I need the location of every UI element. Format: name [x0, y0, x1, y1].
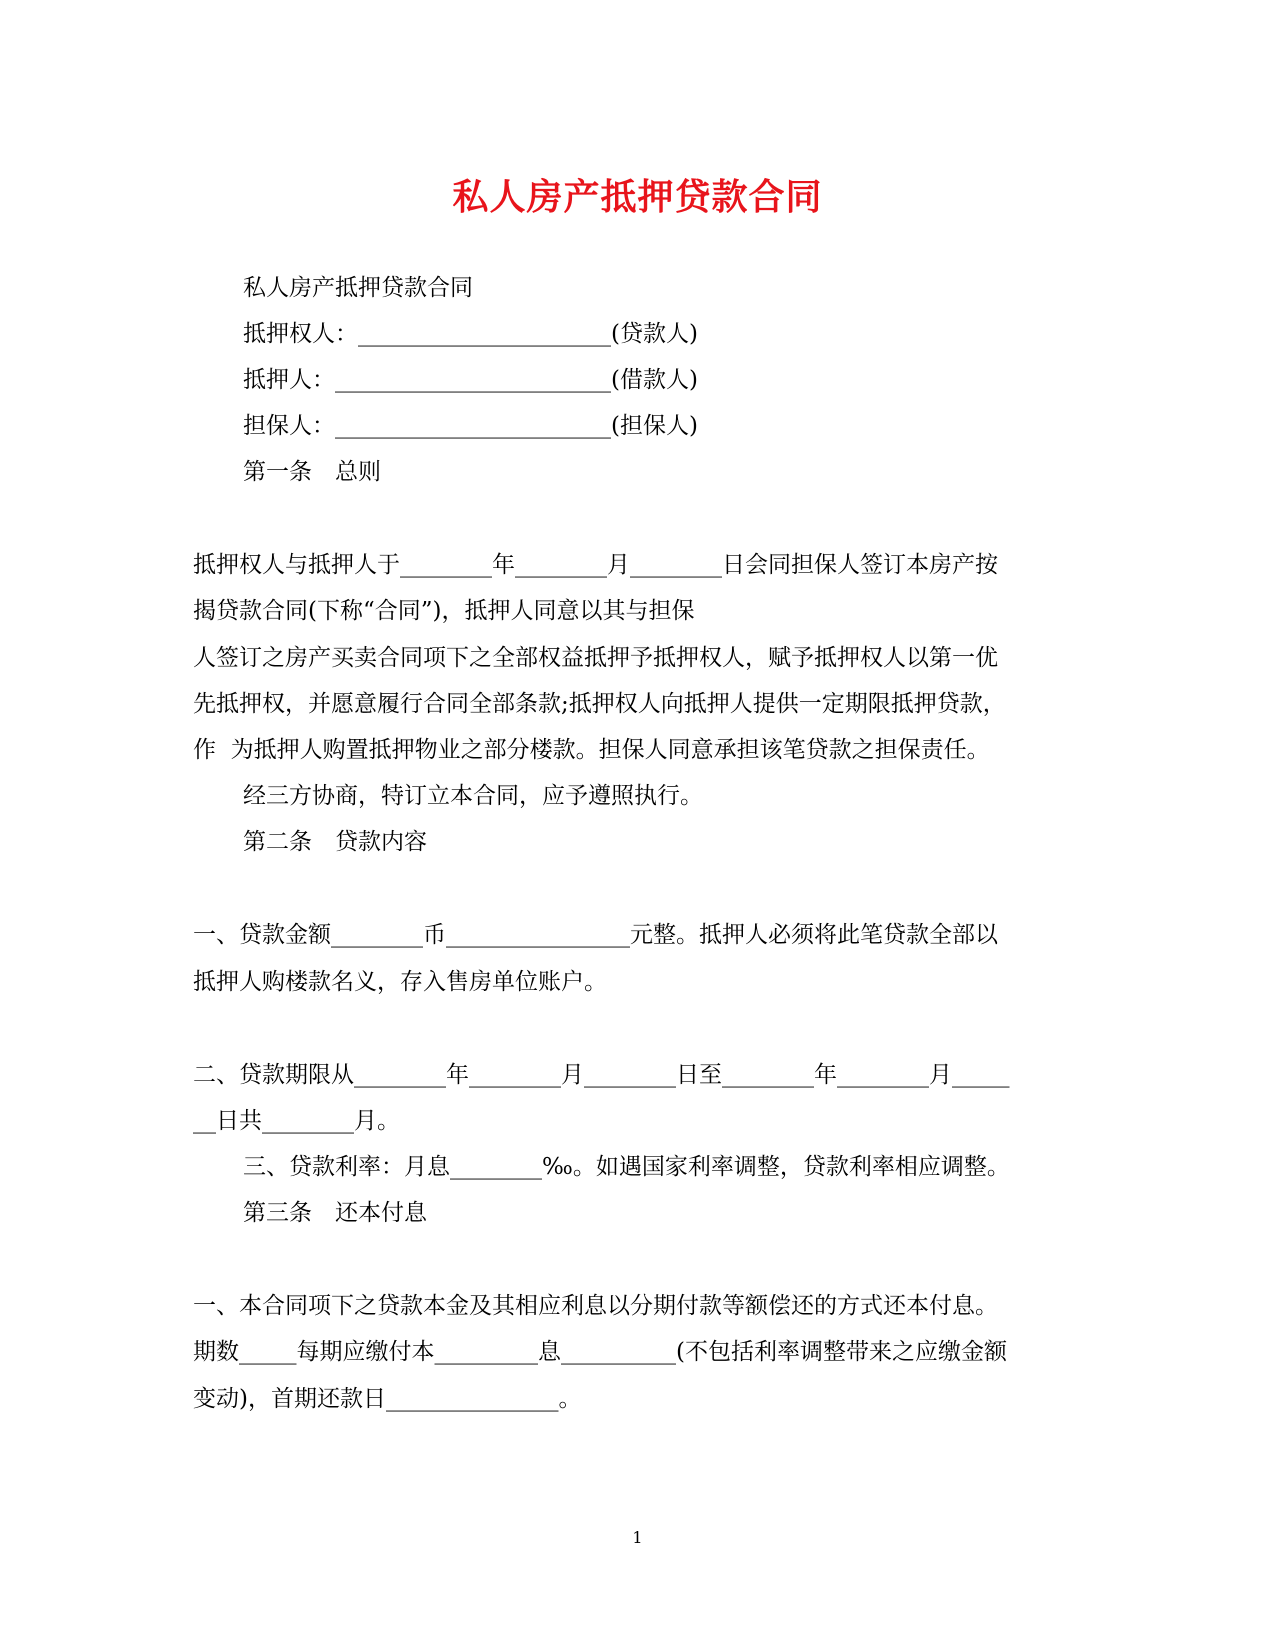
mortgagor-line: 抵押人：________________________(借款人): [243, 367, 698, 393]
loan-term-line: 二、贷款期限从________年________月________日至________年________月_____: [193, 1062, 1010, 1088]
guarantor-line: 担保人：________________________(担保人): [243, 413, 698, 439]
article-1-text-line: 人签订之房产买卖合同项下之全部权益抵押予抵押权人，赋予抵押权人以第一优: [193, 645, 998, 671]
contract-heading: 私人房产抵押贷款合同: [243, 275, 473, 301]
article-2-heading: 第二条 贷款内容: [243, 829, 427, 855]
article-1-text-line: 揭贷款合同(下称“合同”)，抵押人同意以其与担保: [193, 598, 695, 624]
interest-rate-line: 三、贷款利率：月息________‰。如遇国家利率调整，贷款利率相应调整。: [243, 1154, 1010, 1180]
article-1-heading: 第一条 总则: [243, 459, 381, 485]
loan-amount-line: 抵押人购楼款名义，存入售房单位账户。: [193, 969, 607, 995]
repayment-line: 期数_____每期应缴付本_________息__________(不包括利率调整带来之应缴金额: [193, 1339, 1007, 1365]
article-3-heading: 第三条 还本付息: [243, 1200, 427, 1226]
page-number: 1: [632, 1528, 643, 1547]
loan-amount-line: 一、贷款金额________币________________元整。抵押人必须将此笔贷款全部以: [193, 922, 998, 948]
loan-term-line: __日共________月。: [193, 1108, 400, 1134]
article-1-text-line: 抵押权人与抵押人于________年________月________日会同担保人签订本房产按: [193, 552, 998, 578]
repayment-line: 一、本合同项下之贷款本金及其相应利息以分期付款等额偿还的方式还本付息。: [193, 1293, 998, 1319]
document-title: 私人房产抵押贷款合同: [452, 176, 823, 218]
mortgagee-line: 抵押权人：______________________(贷款人): [243, 321, 698, 347]
repayment-line: 变动)，首期还款日_______________。: [193, 1386, 582, 1412]
agreement-statement: 经三方协商，特订立本合同，应予遵照执行。: [243, 783, 703, 809]
article-1-text-line: 作 为抵押人购置抵押物业之部分楼款。担保人同意承担该笔贷款之担保责任。: [193, 737, 990, 763]
article-1-text-line: 先抵押权，并愿意履行合同全部条款;抵押权人向抵押人提供一定期限抵押贷款，: [193, 691, 1006, 717]
